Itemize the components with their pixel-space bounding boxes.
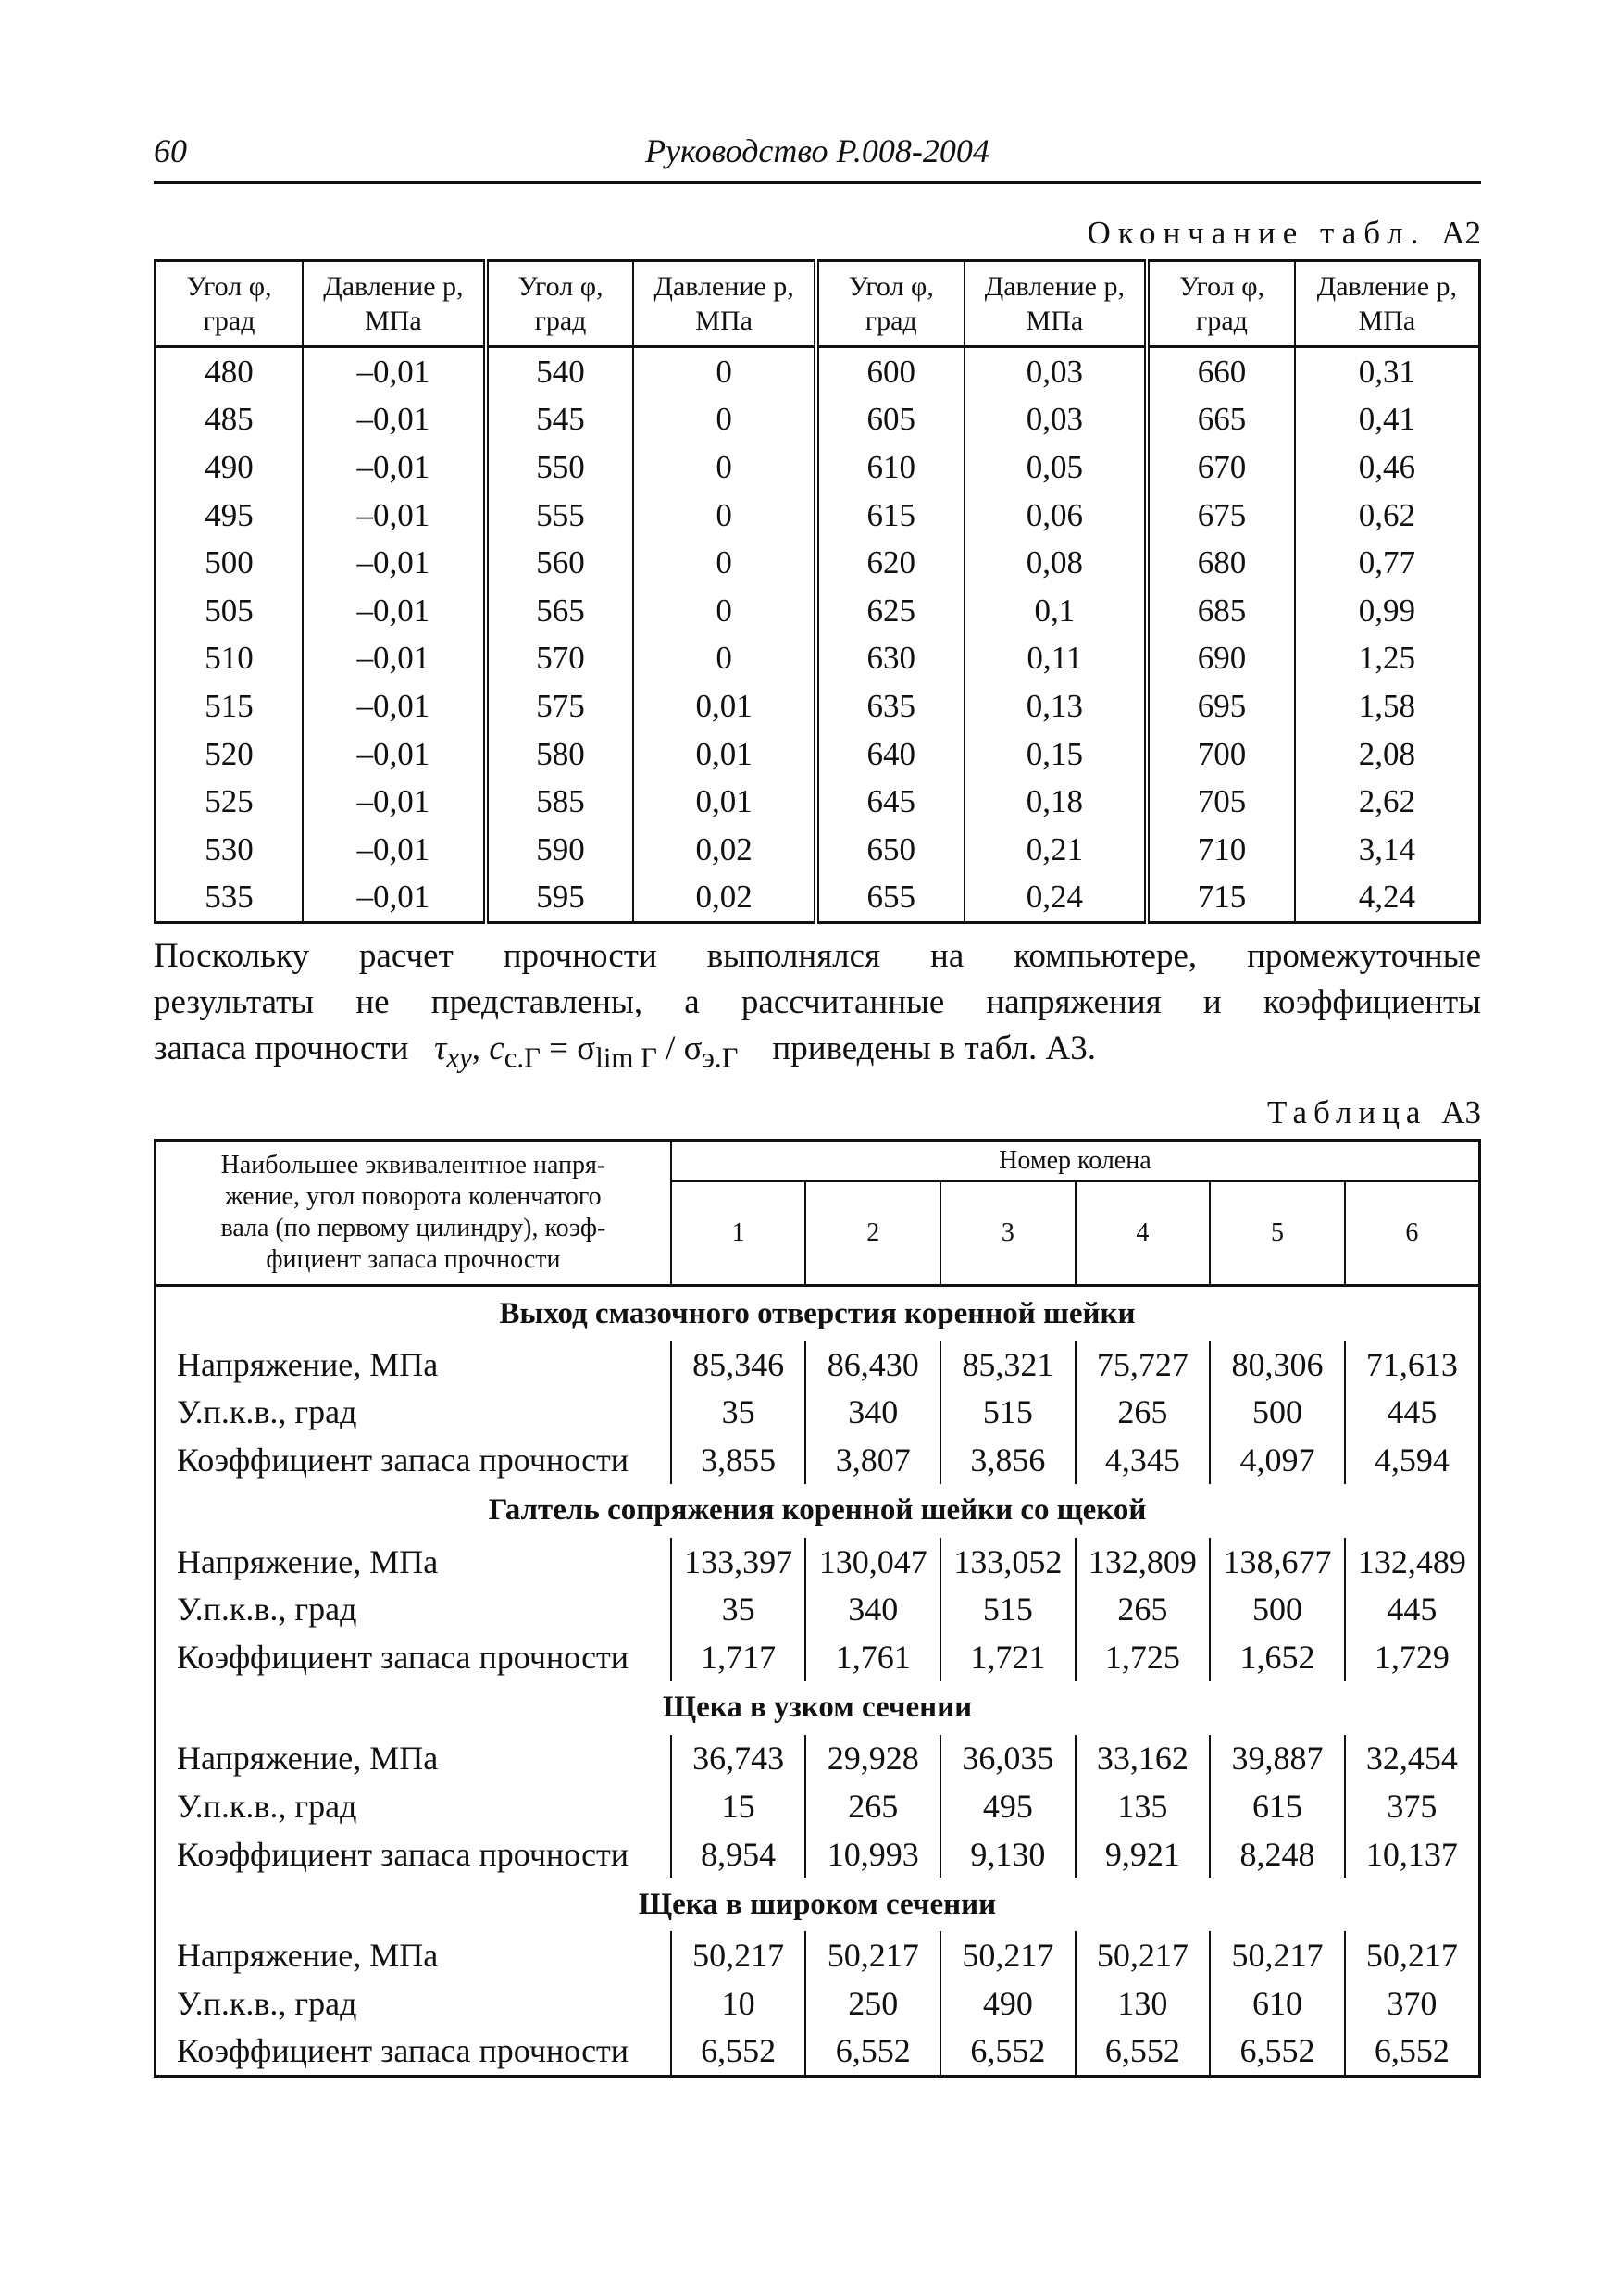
value-cell: 3,856 <box>940 1436 1076 1484</box>
pressure-cell: –0,01 <box>303 635 486 683</box>
table-row <box>156 1830 1480 1878</box>
pressure-cell: 1,58 <box>1295 682 1480 730</box>
pressure-cell: 0,01 <box>633 682 816 730</box>
formula-sigma: σ <box>683 1029 703 1067</box>
pressure-cell: 0,99 <box>1295 587 1480 635</box>
value-cell: 500 <box>1210 1389 1345 1437</box>
value-cell: 80,306 <box>1210 1341 1345 1389</box>
table-row <box>156 1436 1480 1484</box>
pressure-cell: 0,11 <box>965 635 1148 683</box>
table-row <box>156 1782 1480 1830</box>
value-cell: 4,345 <box>1076 1436 1211 1484</box>
formula-slash: / <box>666 1029 676 1067</box>
paragraph-text: запаса прочности <box>154 1029 409 1067</box>
pressure-cell: 0 <box>633 539 816 587</box>
crank-number-header: 6 <box>1345 1181 1480 1286</box>
pressure-cell: 0,01 <box>633 730 816 779</box>
pressure-cell: 2,08 <box>1295 730 1480 779</box>
caption-number: А3 <box>1441 1094 1481 1130</box>
pressure-cell: 0,46 <box>1295 443 1480 492</box>
pressure-cell: –0,01 <box>303 347 486 396</box>
table-row <box>156 1389 1480 1437</box>
row-label: Коэффициент запаса прочности <box>156 2028 671 2077</box>
formula-subscript: xy <box>446 1042 472 1074</box>
paragraph-line: Поскольку расчет прочности выполнялся на компьютере, промежуточные <box>154 937 1481 975</box>
angle-cell: 575 <box>486 682 634 730</box>
value-cell: 132,489 <box>1345 1538 1480 1586</box>
value-cell: 50,217 <box>671 1931 806 1979</box>
table-row <box>156 1979 1480 2028</box>
table-row <box>156 347 1480 396</box>
table-row <box>156 587 1480 635</box>
pressure-cell: –0,01 <box>303 826 486 874</box>
pressure-cell: 0,31 <box>1295 347 1480 396</box>
table-row <box>156 1931 1480 1979</box>
pressure-cell: 0,41 <box>1295 396 1480 444</box>
pressure-cell: 0,08 <box>965 539 1148 587</box>
document-title: Руководство Р.008-2004 <box>645 132 989 169</box>
value-cell: 1,725 <box>1076 1633 1211 1681</box>
value-cell: 50,217 <box>805 1931 940 1979</box>
angle-cell: 555 <box>486 492 634 540</box>
angle-cell: 690 <box>1147 635 1295 683</box>
table-row <box>156 1341 1480 1389</box>
angle-cell: 645 <box>816 778 965 826</box>
angle-cell: 530 <box>156 826 304 874</box>
table-row <box>156 1585 1480 1633</box>
pressure-cell: 0 <box>633 396 816 444</box>
angle-cell: 715 <box>1147 874 1295 923</box>
angle-cell: 600 <box>816 347 965 396</box>
table-row <box>156 539 1480 587</box>
row-label: Напряжение, МПа <box>156 1735 671 1783</box>
paragraph-text: приведены в табл. А3. <box>772 1029 1096 1067</box>
formula-c: c <box>489 1029 504 1067</box>
angle-cell: 525 <box>156 778 304 826</box>
row-label: Коэффициент запаса прочности <box>156 1436 671 1484</box>
angle-cell: 685 <box>1147 587 1295 635</box>
value-cell: 375 <box>1345 1782 1480 1830</box>
pressure-cell: 0,02 <box>633 826 816 874</box>
value-cell: 133,397 <box>671 1538 806 1586</box>
value-cell: 75,727 <box>1076 1341 1211 1389</box>
value-cell: 3,855 <box>671 1436 806 1484</box>
pressure-cell: 0,05 <box>965 443 1148 492</box>
section-header-row <box>156 1681 1480 1735</box>
table-a2 <box>154 259 1481 924</box>
angle-cell: 490 <box>156 443 304 492</box>
value-cell: 515 <box>940 1389 1076 1437</box>
table-row <box>156 682 1480 730</box>
table-row <box>156 492 1480 540</box>
angle-cell: 680 <box>1147 539 1295 587</box>
column-header-angle: Угол φ, град <box>156 261 304 347</box>
value-cell: 490 <box>940 1979 1076 2028</box>
pressure-cell: 3,14 <box>1295 826 1480 874</box>
safety-factor-formula <box>434 1029 747 1074</box>
value-cell: 39,887 <box>1210 1735 1345 1783</box>
value-cell: 35 <box>671 1389 806 1437</box>
section-header-row <box>156 1484 1480 1538</box>
value-cell: 29,928 <box>805 1735 940 1783</box>
angle-cell: 565 <box>486 587 634 635</box>
row-label: У.п.к.в., град <box>156 1585 671 1633</box>
value-cell: 1,729 <box>1345 1633 1480 1681</box>
paragraph-line <box>154 1026 1481 1080</box>
angle-cell: 700 <box>1147 730 1295 779</box>
value-cell: 1,652 <box>1210 1633 1345 1681</box>
section-title: Выход смазочного отверстия коренной шейки <box>156 1286 1480 1341</box>
value-cell: 265 <box>1076 1585 1211 1633</box>
value-cell: 6,552 <box>1345 2028 1480 2077</box>
value-cell: 133,052 <box>940 1538 1076 1586</box>
value-cell: 370 <box>1345 1979 1480 2028</box>
value-cell: 8,248 <box>1210 1830 1345 1878</box>
value-cell: 500 <box>1210 1585 1345 1633</box>
row-label: У.п.к.в., град <box>156 1979 671 2028</box>
row-label: Напряжение, МПа <box>156 1341 671 1389</box>
table-a3-body <box>156 1286 1480 2077</box>
table-a3-group-header: Номер колена <box>671 1141 1480 1182</box>
pressure-cell: 0,24 <box>965 874 1148 923</box>
value-cell: 71,613 <box>1345 1341 1480 1389</box>
caption-word: Таблица <box>1267 1094 1427 1130</box>
pressure-cell: 0,06 <box>965 492 1148 540</box>
angle-cell: 495 <box>156 492 304 540</box>
pressure-cell: 0,18 <box>965 778 1148 826</box>
crank-number-header: 2 <box>805 1181 940 1286</box>
angle-cell: 570 <box>486 635 634 683</box>
pressure-cell: 0,13 <box>965 682 1148 730</box>
angle-cell: 550 <box>486 443 634 492</box>
pressure-cell: –0,01 <box>303 539 486 587</box>
pressure-cell: 0,01 <box>633 778 816 826</box>
value-cell: 35 <box>671 1585 806 1633</box>
column-header-pressure: Давление p, МПа <box>1295 261 1480 347</box>
angle-cell: 605 <box>816 396 965 444</box>
value-cell: 8,954 <box>671 1830 806 1878</box>
angle-cell: 520 <box>156 730 304 779</box>
pressure-cell: 0,03 <box>965 396 1148 444</box>
section-title: Щека в узком сечении <box>156 1681 1480 1735</box>
angle-cell: 535 <box>156 874 304 923</box>
value-cell: 6,552 <box>940 2028 1076 2077</box>
value-cell: 10,993 <box>805 1830 940 1878</box>
crank-number-header: 3 <box>940 1181 1076 1286</box>
angle-cell: 510 <box>156 635 304 683</box>
row-label: У.п.к.в., град <box>156 1782 671 1830</box>
crank-number-header: 1 <box>671 1181 806 1286</box>
table-a2-body <box>156 347 1480 923</box>
angle-cell: 595 <box>486 874 634 923</box>
pressure-cell: 0 <box>633 347 816 396</box>
angle-cell: 580 <box>486 730 634 779</box>
value-cell: 610 <box>1210 1979 1345 2028</box>
table-row <box>156 443 1480 492</box>
formula-subscript: lim Г <box>595 1042 657 1074</box>
value-cell: 36,035 <box>940 1735 1076 1783</box>
value-cell: 50,217 <box>1076 1931 1211 1979</box>
value-cell: 3,807 <box>805 1436 940 1484</box>
formula-subscript: с.Г <box>504 1042 541 1074</box>
table-row <box>156 730 1480 779</box>
value-cell: 15 <box>671 1782 806 1830</box>
section-title: Щека в широком сечении <box>156 1878 1480 1931</box>
value-cell: 340 <box>805 1389 940 1437</box>
column-header-pressure: Давление p, МПа <box>303 261 486 347</box>
value-cell: 250 <box>805 1979 940 2028</box>
angle-cell: 660 <box>1147 347 1295 396</box>
pressure-cell: 0 <box>633 587 816 635</box>
value-cell: 85,346 <box>671 1341 806 1389</box>
angle-cell: 480 <box>156 347 304 396</box>
angle-cell: 710 <box>1147 826 1295 874</box>
angle-cell: 590 <box>486 826 634 874</box>
caption-word: Окончание табл. <box>1087 215 1426 251</box>
value-cell: 138,677 <box>1210 1538 1345 1586</box>
table-a3 <box>154 1139 1481 2078</box>
angle-cell: 635 <box>816 682 965 730</box>
pressure-cell: –0,01 <box>303 396 486 444</box>
pressure-cell: 4,24 <box>1295 874 1480 923</box>
angle-cell: 675 <box>1147 492 1295 540</box>
value-cell: 6,552 <box>1076 2028 1211 2077</box>
table-a2-caption <box>1087 215 1481 252</box>
value-cell: 86,430 <box>805 1341 940 1389</box>
table-a2-header-row <box>156 261 1480 347</box>
crank-number-header: 4 <box>1076 1181 1211 1286</box>
value-cell: 1,761 <box>805 1633 940 1681</box>
table-row <box>156 1735 1480 1783</box>
pressure-cell: 0 <box>633 492 816 540</box>
pressure-cell: –0,01 <box>303 730 486 779</box>
pressure-cell: –0,01 <box>303 443 486 492</box>
value-cell: 515 <box>940 1585 1076 1633</box>
value-cell: 50,217 <box>940 1931 1076 1979</box>
pressure-cell: 2,62 <box>1295 778 1480 826</box>
angle-cell: 695 <box>1147 682 1295 730</box>
table-row <box>156 2028 1480 2077</box>
formula-equals: = <box>549 1029 569 1067</box>
value-cell: 340 <box>805 1585 940 1633</box>
formula-comma: , <box>471 1029 481 1067</box>
value-cell: 130 <box>1076 1979 1211 2028</box>
row-label: У.п.к.в., град <box>156 1389 671 1437</box>
column-header-angle: Угол φ, град <box>486 261 634 347</box>
column-header-pressure: Давление p, МПа <box>633 261 816 347</box>
value-cell: 9,130 <box>940 1830 1076 1878</box>
table-row <box>156 396 1480 444</box>
pressure-cell: –0,01 <box>303 587 486 635</box>
pressure-cell: 0 <box>633 443 816 492</box>
body-paragraph <box>154 933 1481 1080</box>
angle-cell: 665 <box>1147 396 1295 444</box>
pressure-cell: 0,21 <box>965 826 1148 874</box>
page-number: 60 <box>154 132 187 169</box>
table-a3-caption <box>1267 1094 1481 1131</box>
value-cell: 1,717 <box>671 1633 806 1681</box>
value-cell: 265 <box>1076 1389 1211 1437</box>
angle-cell: 545 <box>486 396 634 444</box>
value-cell: 6,552 <box>1210 2028 1345 2077</box>
value-cell: 130,047 <box>805 1538 940 1586</box>
value-cell: 36,743 <box>671 1735 806 1783</box>
section-header-row <box>156 1286 1480 1341</box>
angle-cell: 500 <box>156 539 304 587</box>
value-cell: 445 <box>1345 1585 1480 1633</box>
table-row <box>156 826 1480 874</box>
value-cell: 50,217 <box>1345 1931 1480 1979</box>
pressure-cell: 0,77 <box>1295 539 1480 587</box>
value-cell: 6,552 <box>805 2028 940 2077</box>
angle-cell: 610 <box>816 443 965 492</box>
value-cell: 6,552 <box>671 2028 806 2077</box>
value-cell: 1,721 <box>940 1633 1076 1681</box>
pressure-cell: 0,03 <box>965 347 1148 396</box>
column-header-angle: Угол φ, град <box>816 261 965 347</box>
angle-cell: 705 <box>1147 778 1295 826</box>
angle-cell: 585 <box>486 778 634 826</box>
table-row <box>156 778 1480 826</box>
running-header <box>154 130 1481 184</box>
section-header-row <box>156 1878 1480 1931</box>
pressure-cell: –0,01 <box>303 492 486 540</box>
value-cell: 10 <box>671 1979 806 2028</box>
pressure-cell: 0,15 <box>965 730 1148 779</box>
value-cell: 10,137 <box>1345 1830 1480 1878</box>
pressure-cell: –0,01 <box>303 682 486 730</box>
formula-subscript: э.Г <box>702 1042 739 1074</box>
value-cell: 495 <box>940 1782 1076 1830</box>
column-header-angle: Угол φ, град <box>1147 261 1295 347</box>
angle-cell: 650 <box>816 826 965 874</box>
angle-cell: 640 <box>816 730 965 779</box>
value-cell: 32,454 <box>1345 1735 1480 1783</box>
table-a3-corner-header: Наибольшее эквивалентное напря- жение, угол поворота коленчатого вала (по первому цилиндру), коэф- фициент запаса прочности <box>156 1141 671 1286</box>
angle-cell: 630 <box>816 635 965 683</box>
table-row <box>156 635 1480 683</box>
table-row <box>156 1538 1480 1586</box>
pressure-cell: 0,62 <box>1295 492 1480 540</box>
value-cell: 135 <box>1076 1782 1211 1830</box>
angle-cell: 560 <box>486 539 634 587</box>
value-cell: 132,809 <box>1076 1538 1211 1586</box>
angle-cell: 625 <box>816 587 965 635</box>
angle-cell: 655 <box>816 874 965 923</box>
pressure-cell: 1,25 <box>1295 635 1480 683</box>
column-header-pressure: Давление p, МПа <box>965 261 1148 347</box>
angle-cell: 505 <box>156 587 304 635</box>
value-cell: 50,217 <box>1210 1931 1345 1979</box>
angle-cell: 515 <box>156 682 304 730</box>
section-title: Галтель сопряжения коренной шейки со щекой <box>156 1484 1480 1538</box>
value-cell: 265 <box>805 1782 940 1830</box>
angle-cell: 615 <box>816 492 965 540</box>
crank-number-header: 5 <box>1210 1181 1345 1286</box>
value-cell: 9,921 <box>1076 1830 1211 1878</box>
value-cell: 85,321 <box>940 1341 1076 1389</box>
pressure-cell: –0,01 <box>303 778 486 826</box>
value-cell: 33,162 <box>1076 1735 1211 1783</box>
row-label: Коэффициент запаса прочности <box>156 1830 671 1878</box>
angle-cell: 485 <box>156 396 304 444</box>
table-row <box>156 874 1480 923</box>
angle-cell: 670 <box>1147 443 1295 492</box>
formula-sigma: σ <box>577 1029 596 1067</box>
paragraph-line: результаты не представлены, а рассчитанные напряжения и коэффициенты <box>154 983 1481 1021</box>
pressure-cell: –0,01 <box>303 874 486 923</box>
angle-cell: 620 <box>816 539 965 587</box>
row-label: Коэффициент запаса прочности <box>156 1633 671 1681</box>
row-label: Напряжение, МПа <box>156 1538 671 1586</box>
caption-number: А2 <box>1441 215 1481 251</box>
formula-tau: τ <box>434 1029 447 1067</box>
pressure-cell: 0 <box>633 635 816 683</box>
pressure-cell: 0,1 <box>965 587 1148 635</box>
value-cell: 4,594 <box>1345 1436 1480 1484</box>
value-cell: 615 <box>1210 1782 1345 1830</box>
angle-cell: 540 <box>486 347 634 396</box>
value-cell: 4,097 <box>1210 1436 1345 1484</box>
value-cell: 445 <box>1345 1389 1480 1437</box>
pressure-cell: 0,02 <box>633 874 816 923</box>
row-label: Напряжение, МПа <box>156 1931 671 1979</box>
table-row <box>156 1633 1480 1681</box>
